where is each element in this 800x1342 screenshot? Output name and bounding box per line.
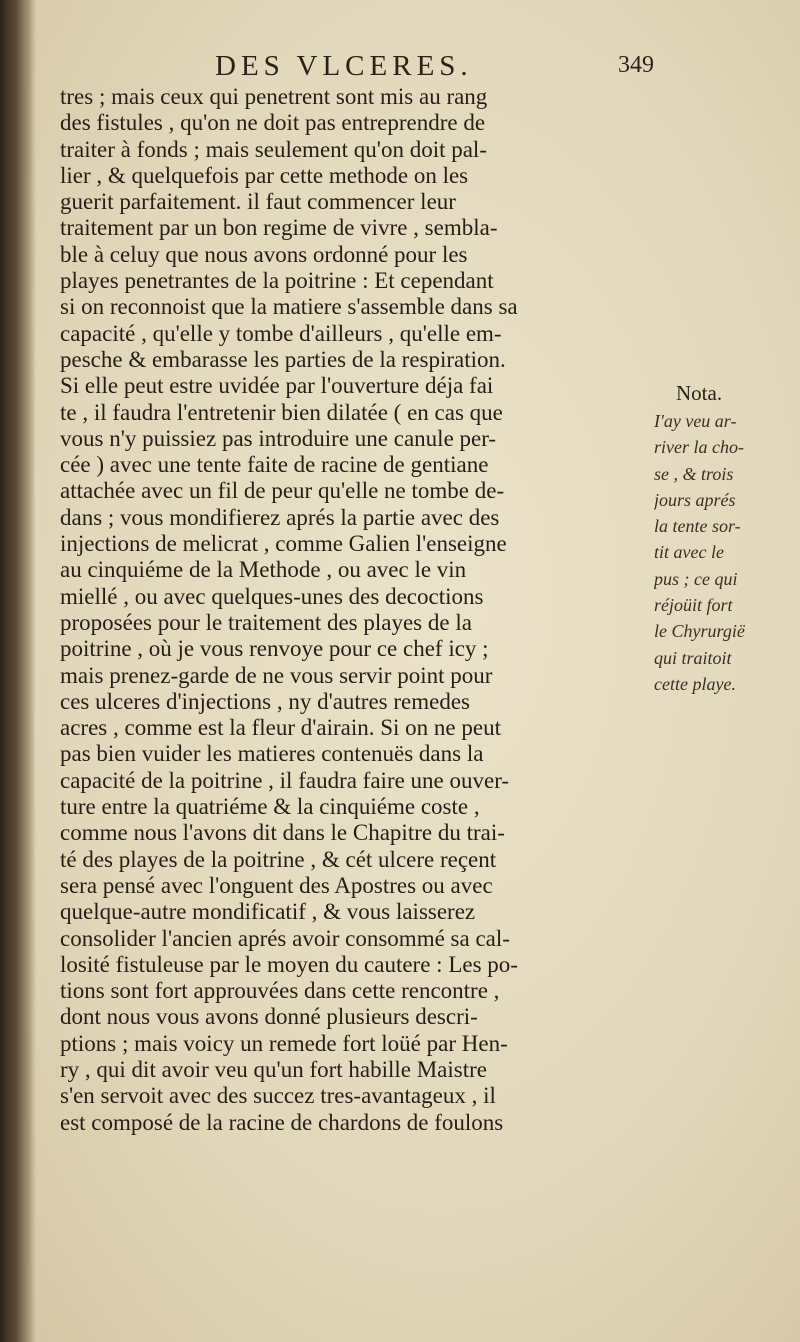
- text-line: dans ; vous mondifierez aprés la partie avec des: [60, 504, 500, 530]
- text-line: attachée avec un fil de peur qu'elle ne tombe de-: [60, 478, 505, 504]
- book-binding-edge: [0, 0, 36, 1342]
- text-line: sera pensé avec l'onguent des Apostres ou avec: [60, 872, 493, 898]
- text-line: tions sont fort approuvées dans cette rencontre ,: [60, 978, 500, 1004]
- text-line: ble à celuy que nous avons ordonné pour les: [60, 241, 468, 267]
- text-line: losité fistuleuse par le moyen du cautere : Les po-: [60, 951, 518, 977]
- text-line: ptions ; mais voicy un remede fort loüé par Hen-: [60, 1030, 508, 1056]
- page-header: [60, 50, 660, 86]
- text-line: proposées pour le traitement des playes de la: [60, 609, 472, 635]
- text-line: injections de melicrat , comme Galien l'enseigne: [60, 531, 507, 557]
- text-line: dont nous vous avons donné plusieurs descri-: [60, 1004, 478, 1030]
- text-line: cée ) avec une tente faite de racine de gentiane: [60, 452, 489, 478]
- text-line: tres ; mais ceux qui penetrent sont mis au rang: [60, 84, 488, 109]
- text-line: pesche & embarasse les parties de la respiration.: [60, 346, 506, 372]
- text-line: si on reconnoist que la matiere s'assemble dans sa: [60, 294, 518, 320]
- text-line: poitrine , où je vous renvoye pour ce chef icy ;: [60, 636, 489, 662]
- text-line: est composé de la racine de chardons de foulons: [60, 1109, 504, 1135]
- text-line: lier , & quelquefois par cette methode on les: [60, 162, 469, 188]
- text-line: s'en servoit avec des succez tres-avantageux , il: [60, 1083, 496, 1109]
- text-line: ture entre la quatriéme & la cinquiéme coste ,: [60, 794, 480, 820]
- text-line: au cinquiéme de la Methode , ou avec le vin: [60, 557, 467, 583]
- text-line: traiter à fonds ; mais seulement qu'on doit pal-: [60, 136, 487, 162]
- text-line: comme nous l'avons dit dans le Chapitre du trai-: [60, 820, 505, 846]
- margin-note-line: jours aprés: [654, 489, 736, 510]
- text-line: pas bien vuider les matieres contenuës dans la: [60, 741, 484, 767]
- margin-note-line: river la cho-: [654, 437, 744, 458]
- text-line: ces ulceres d'injections , ny d'autres remedes: [60, 688, 471, 714]
- margin-note-line: se , & trois: [654, 463, 734, 484]
- text-line: des fistules , qu'on ne doit pas entreprendre de: [60, 110, 486, 136]
- text-line: quelque-autre mondificatif , & vous laisserez: [60, 899, 476, 925]
- text-line: capacité de la poitrine , il faudra faire une ouver-: [60, 767, 510, 793]
- margin-note-line: tit avec le: [654, 542, 724, 563]
- text-line: traitement par un bon regime de vivre , sembla-: [60, 215, 498, 241]
- margin-note-line: le Chyrurgië: [654, 621, 745, 642]
- page-number: 349: [618, 52, 654, 78]
- text-line: playes penetrantes de la poitrine : Et cependant: [60, 268, 494, 294]
- text-line: miellé , ou avec quelques-unes des decoctions: [60, 583, 484, 609]
- margin-note-line: la tente sor-: [654, 516, 741, 537]
- text-line: vous n'y puissiez pas introduire une canule per-: [60, 425, 497, 451]
- margin-note-line: réjoüit fort: [654, 595, 733, 616]
- margin-note-body: [654, 408, 794, 697]
- margin-note-line: cette playe.: [654, 673, 736, 694]
- margin-note-line: pus ; ce qui: [654, 568, 738, 589]
- text-line: té des playes de la poitrine , & cét ulcere reçent: [60, 846, 497, 872]
- margin-note-line: qui traitoit: [654, 647, 732, 668]
- main-text-block: [60, 84, 650, 1136]
- text-line: acres , comme est la fleur d'airain. Si on ne peut: [60, 715, 501, 741]
- text-line: mais prenez-garde de ne vous servir point pour: [60, 662, 493, 688]
- margin-note: [654, 378, 794, 697]
- text-line: ry , qui dit avoir veu qu'un fort habille Maistre: [60, 1056, 487, 1082]
- margin-note-line: I'ay veu ar-: [654, 411, 737, 431]
- text-line: guerit parfaitement. il faut commencer leur: [60, 189, 456, 215]
- text-line: consolider l'ancien aprés avoir consommé sa cal-: [60, 925, 510, 951]
- text-line: capacité , qu'elle y tombe d'ailleurs , qu'elle em-: [60, 320, 502, 346]
- margin-note-title: Nota.: [676, 381, 723, 405]
- text-line: Si elle peut estre uvidée par l'ouverture déja fai: [60, 373, 494, 399]
- running-title: DES VLCERES.: [215, 50, 473, 82]
- text-line: te , il faudra l'entretenir bien dilatée ( en cas que: [60, 399, 503, 425]
